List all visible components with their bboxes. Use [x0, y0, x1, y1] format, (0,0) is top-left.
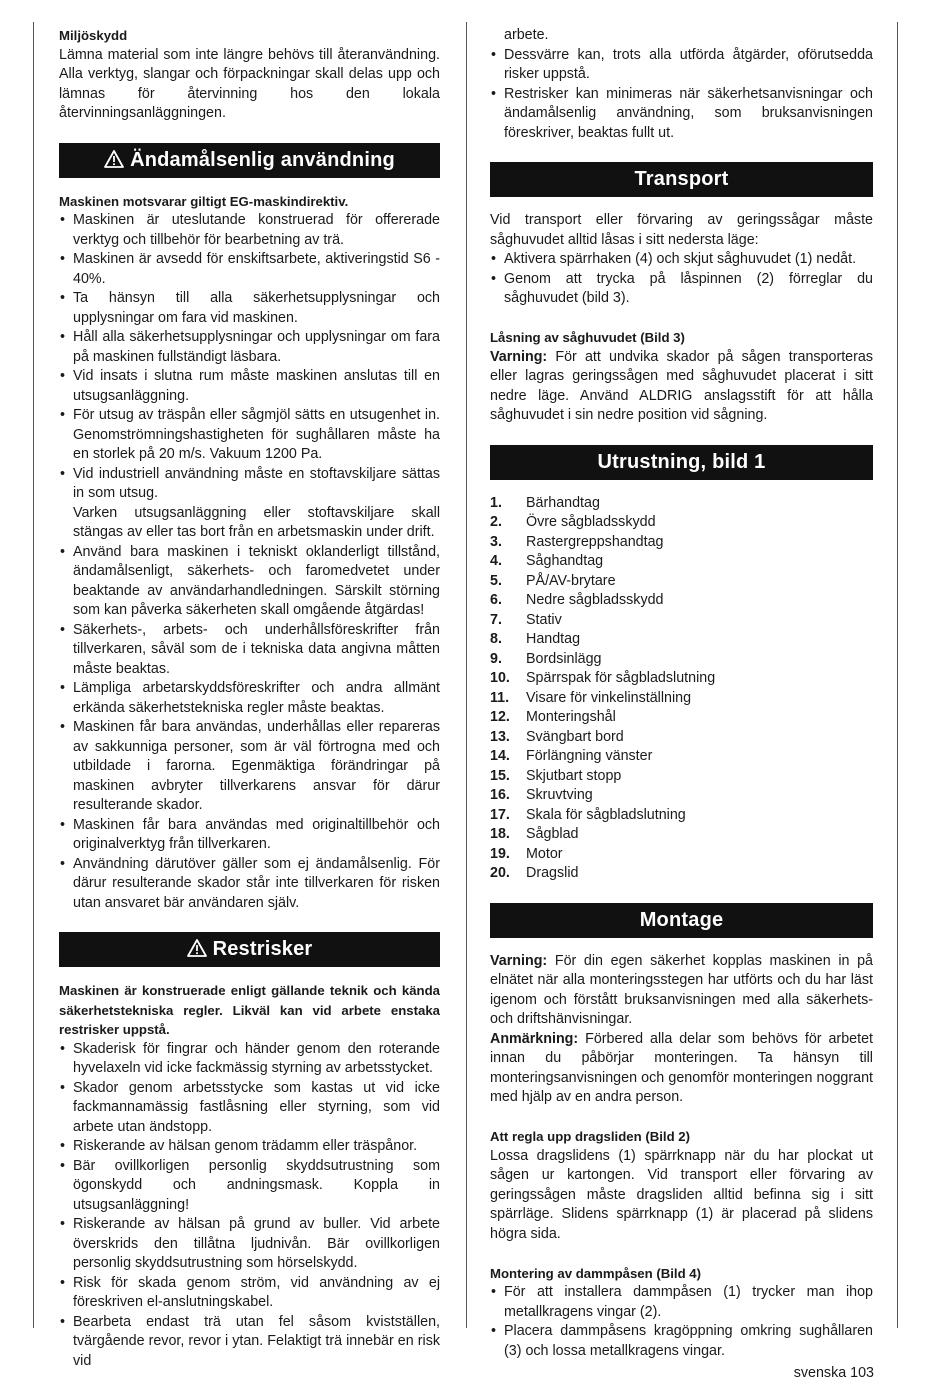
varning-text — [490, 952, 873, 1030]
restrisker-cont: arbete. — [504, 27, 549, 43]
part-item — [490, 630, 873, 650]
bullet-item: • Lämpliga arbetarskyddsföreskrifter och andra allmänt erkända säkerhetstekniska regler måste beaktas. — [59, 679, 440, 718]
utrustning-title: Utrustning, bild 1 — [597, 450, 766, 473]
part-number: 4. — [490, 553, 502, 569]
anmarkning-label: Anmärkning: — [490, 1030, 579, 1047]
bullet-item: • För utsug av träspån eller sågmjöl sätts en utsugenhet in. Genomströmningshastigheten för sughållaren måste ha en storlek på 20 m/s. Vakuum 1200 Pa. — [59, 406, 440, 465]
andamal-list-2 — [59, 543, 440, 914]
varning-label: Varning: — [490, 952, 548, 969]
part-number: 6. — [490, 592, 502, 608]
part-label: Handtag — [526, 631, 581, 647]
part-number: 7. — [490, 611, 502, 628]
bullet-item: • Vid insats i slutna rum måste maskinen anslutas till en utsugsanläggning. — [59, 367, 440, 406]
left-column — [59, 26, 440, 1371]
andamal-cont: Varken utsugsanläggning eller stoftavskiljare skall stängas av eller tas bort från en arbetsmaskin under drift. — [73, 504, 440, 540]
part-label: Övre sågbladsskydd — [526, 514, 656, 530]
part-label: Förlängning vänster — [526, 748, 653, 764]
bullet-item: • Maskinen är avsedd för enskiftsarbete, aktiveringstid S6 - 40%. — [59, 250, 440, 289]
miljo-text: Lämna material som inte längre behövs till återanvändning. Alla verktyg, slangar och förpackningar skall delas upp och lämnas för återvinning hos den lokala återvinningsanläggningen. — [59, 46, 440, 121]
part-item — [490, 591, 873, 611]
bullet-item: • Placera dammpåsens kragöppning omkring sughållaren (3) och lossa metallkragens vingar. — [490, 1322, 873, 1361]
part-label: Bordsinlägg — [526, 650, 602, 667]
left-margin-rule — [33, 22, 34, 1328]
part-label: Monteringshål — [526, 709, 616, 725]
part-item — [490, 669, 873, 689]
center-rule — [466, 22, 467, 1328]
bullet-item: • Användning därutöver gäller som ej ändamålsenlig. För därur resulterande skador står inte tillverkaren för risken utan ansvaret bär användaren själv. — [59, 855, 440, 914]
transport-text: Vid transport eller förvaring av geringssågar måste såghuvudet alltid låsas i sitt nedersta läge: — [490, 212, 873, 248]
part-label: Skala för sågbladslutning — [526, 806, 686, 823]
part-label: Motor — [526, 845, 563, 862]
restrisker-banner — [59, 932, 440, 967]
bullet-item: • Dessvärre kan, trots alla utförda åtgärder, oförutsedda risker uppstå. — [490, 46, 873, 85]
part-number: 3. — [490, 533, 502, 550]
part-number: 12. — [490, 709, 510, 725]
part-label: Svängbart bord — [526, 728, 624, 745]
lasning-heading: Låsning av såghuvudet (Bild 3) — [490, 330, 685, 345]
part-label: Dragslid — [526, 865, 579, 881]
bullet-item: • Maskinen får bara användas, underhållas eller repareras av sakkunniga personer, som är väl förtrogna med och utbildade i farorna. Egenmäktiga förändringar på maskinen avbryter tillverkarens ansvar för därur resulterande skador. — [59, 718, 440, 816]
part-label: Skruvtving — [526, 787, 593, 803]
part-number: 2. — [490, 514, 502, 530]
warning-triangle-icon — [187, 934, 207, 969]
part-item — [490, 825, 873, 845]
bullet-item: • Håll alla säkerhetsupplysningar och upplysningar om fara på maskinen fullständigt läsbara. — [59, 328, 440, 367]
part-item — [490, 708, 873, 728]
andamal-banner — [59, 143, 440, 178]
part-label: Skjutbart stopp — [526, 767, 622, 784]
part-number: 9. — [490, 650, 502, 667]
restrisker-sub: Maskinen är konstruerade enligt gällande teknik och kända säkerhetstekniska regler. Likväl kan vid arbete enstaka restrisker uppstå. — [59, 983, 440, 1037]
bullet-item: • Risk för skada genom ström, vid användning av ej föreskriven el-anslutningskabel. — [59, 1274, 440, 1313]
part-label: Såghandtag — [526, 553, 604, 569]
bullet-item: • Bär ovillkorligen personlig skyddsutrustning som ögonskydd och andningsmask. Koppla in utsugsanläggning! — [59, 1157, 440, 1216]
part-number: 10. — [490, 670, 510, 686]
part-item — [490, 650, 873, 670]
part-number: 8. — [490, 631, 502, 647]
part-number: 14. — [490, 748, 510, 764]
part-item — [490, 747, 873, 767]
transport-list — [490, 250, 873, 309]
bullet-item: • Skaderisk för fingrar och händer genom den roterande hyvelaxeln vid icke fackmässig styrning av arbetsstycket. — [59, 1040, 440, 1079]
part-item — [490, 572, 873, 592]
transport-title: Transport — [634, 168, 729, 190]
damm-heading: Montering av dammpåsen (Bild 4) — [490, 1265, 702, 1281]
utrustning-banner — [490, 445, 873, 480]
right-column — [490, 26, 873, 1361]
varning-body: För din egen säkerhet kopplas maskinen in på elnätet när alla monteringsstegen har utförts och du har läst igenom och förstått bruksanvisningen med alla säkerhets- och driftshänvisningar. — [490, 952, 873, 1027]
lasning-text — [490, 348, 873, 426]
restrisker-list — [59, 1040, 440, 1372]
part-item — [490, 767, 873, 787]
bullet-item: • Riskerande av hälsan på grund av buller. Vid arbete överskrids den tillåtna ljudnivån. Bär ovillkorligen personlig skyddsutrustning som hörselskydd. — [59, 1215, 440, 1274]
bullet-item: • Ta hänsyn till alla säkerhetsupplysningar och upplysningar om fara vid maskinen. — [59, 289, 440, 328]
anmarkning-text — [490, 1030, 873, 1108]
bullet-item: • Säkerhets-, arbets- och underhållsföreskrifter från tillverkaren, såväl som de i tekniska data angivna måtten måste beaktas. — [59, 621, 440, 680]
part-number: 16. — [490, 787, 510, 803]
dragslid-heading: Att regla upp dragsliden (Bild 2) — [490, 1129, 691, 1144]
miljo-heading: Miljöskydd — [59, 28, 128, 43]
part-item — [490, 533, 873, 553]
part-label: Stativ — [526, 611, 562, 628]
bullet-item: • För att installera dammpåsen (1) trycker man ihop metallkragens vingar (2). — [490, 1283, 873, 1322]
part-item — [490, 611, 873, 631]
bullet-item: • Bearbeta endast trä utan fel såsom kvistställen, tvärgående revor, revor i ytan. Felaktigt trä innebär en risk vid — [59, 1313, 440, 1372]
andamal-sub: Maskinen motsvarar giltigt EG-maskindirektiv. — [59, 193, 349, 209]
bullet-item: • Skador genom arbetsstycke som kastas ut vid icke fackmannamässig fastlåsning eller styrning, som vid arbete utan ändstopp. — [59, 1079, 440, 1138]
part-label: Sågblad — [526, 826, 579, 842]
page-number: svenska 103 — [793, 1365, 874, 1381]
restrisker-list-cont — [490, 46, 873, 144]
bullet-item: • Riskerande av hälsan genom trädamm eller träspånor. — [59, 1137, 440, 1157]
part-number: 20. — [490, 865, 510, 881]
part-number: 5. — [490, 572, 502, 589]
part-number: 15. — [490, 767, 510, 784]
parts-list — [490, 494, 873, 884]
montage-banner — [490, 903, 873, 938]
part-label: Rastergreppshandtag — [526, 533, 664, 550]
andamal-title: Ändamålsenlig användning — [130, 148, 395, 171]
montage-title: Montage — [639, 908, 724, 931]
bullet-item: • Restrisker kan minimeras när säkerhetsanvisningar och ändamålsenlig användning, som bruksanvisningen föreskriver, beaktas fullt ut. — [490, 85, 873, 144]
part-number: 18. — [490, 826, 510, 842]
part-item — [490, 806, 873, 826]
lasning-body: För att undvika skador på sågen transporteras eller lagras geringssågen med såghuvudet placerat i sitt nedre läge. Använd ALDRIG anslagsstift för att hålla såghuvudet i sin nedre position vid sågning. — [490, 348, 873, 423]
warning-triangle-icon — [104, 145, 124, 180]
bullet-item: • Maskinen får bara användas med originaltillbehör och originalverktyg från tillverkaren. — [59, 816, 440, 855]
damm-list — [490, 1283, 873, 1361]
part-number: 17. — [490, 806, 510, 823]
transport-banner — [490, 162, 873, 197]
part-item — [490, 513, 873, 533]
bullet-item: • Vid industriell användning måste en stoftavskiljare sättas in som utsug. — [59, 465, 440, 504]
anmarkning-body: Förbered alla delar som behövs för arbetet innan du påbörjar monteringen. Ta hänsyn till monteringsanvisningen och genomför monteringen noggrant med hjälp av en andra person. — [490, 1030, 873, 1105]
part-item — [490, 494, 873, 514]
restrisker-title: Restrisker — [212, 938, 313, 960]
part-label: Nedre sågbladsskydd — [526, 592, 664, 608]
andamal-list — [59, 211, 440, 504]
dragslid-text: Lossa dragslidens (1) spärrknapp när du har plockat ut sågen ur kartongen. Vid transport eller förvaring av geringssågen måste dragsliden alltid befinna sig i sitt spärrläge. Slidens spärrknapp (1) är placerad på slidens högra sida. — [490, 1147, 873, 1242]
right-margin-rule — [897, 22, 898, 1328]
part-number: 1. — [490, 494, 502, 511]
part-item — [490, 728, 873, 748]
part-item — [490, 552, 873, 572]
part-item — [490, 786, 873, 806]
part-item — [490, 845, 873, 865]
part-number: 19. — [490, 845, 510, 862]
part-label: Bärhandtag — [526, 494, 600, 511]
part-item — [490, 864, 873, 884]
part-label: Spärrspak för sågbladslutning — [526, 670, 716, 686]
part-item — [490, 689, 873, 709]
bullet-item: • Genom att trycka på låspinnen (2) förreglar du såghuvudet (bild 3). — [490, 270, 873, 309]
bullet-item: • Maskinen är uteslutande konstruerad för offererade verktyg och tillbehör för bearbetning av trä. — [59, 211, 440, 250]
bullet-item: • Använd bara maskinen i tekniskt oklanderligt tillstånd, ändamålsenligt, säkerhets- och faromedvetet under beaktande av användarhandledningen. Särskilt störning som kan påverka säkerheten skall omgående åtgärdas! — [59, 543, 440, 621]
part-number: 13. — [490, 728, 510, 745]
part-label: PÅ/AV-brytare — [526, 572, 616, 589]
part-number: 11. — [490, 689, 510, 706]
part-label: Visare för vinkelinställning — [526, 689, 692, 706]
bullet-item: • Aktivera spärrhaken (4) och skjut såghuvudet (1) nedåt. — [490, 250, 873, 270]
lasning-label: Varning: — [490, 348, 548, 365]
